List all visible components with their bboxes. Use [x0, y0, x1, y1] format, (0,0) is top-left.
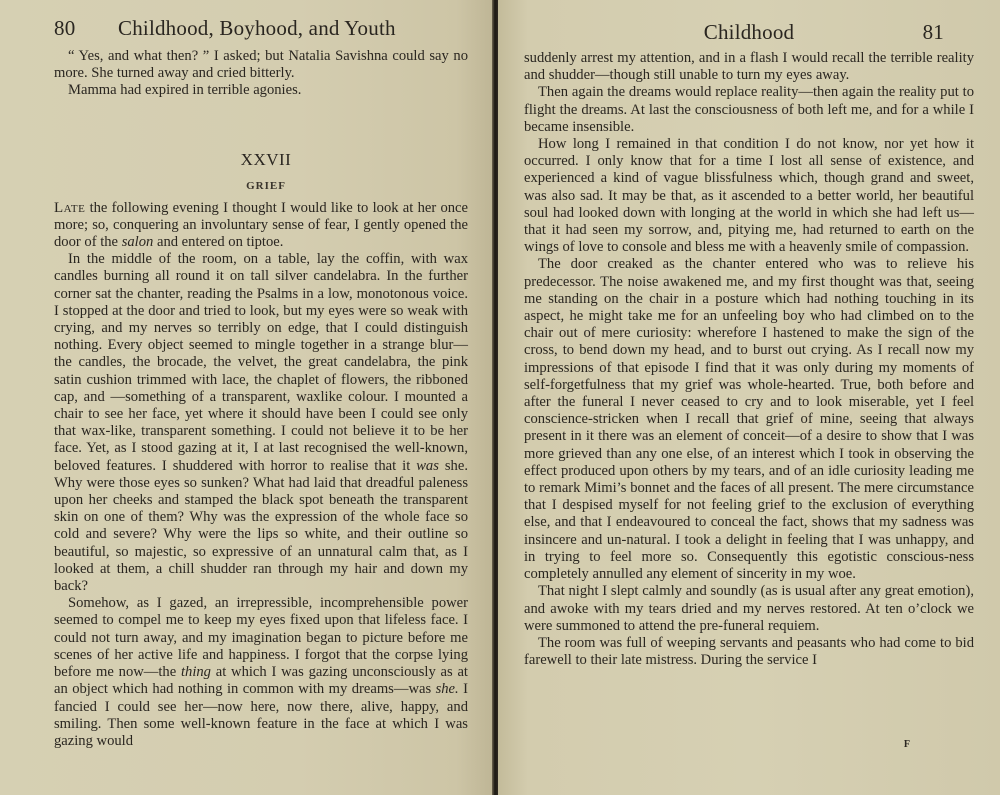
left-page	[0, 0, 496, 795]
running-title-right: Childhood	[703, 20, 795, 44]
running-title-left: Childhood, Boyhood, and Youth	[118, 16, 396, 40]
signature-mark: F	[903, 739, 910, 750]
italic-text: she.	[435, 681, 459, 698]
paragraph: suddenly arrest my attention, and in a flash I would recall the terrible reality and shudder—though still unable to turn my eyes away.	[524, 50, 974, 84]
italic-text: was	[416, 457, 439, 474]
paragraph	[54, 595, 468, 750]
text-run: at which I was gazing unconsciously as at an object which had nothing in common with my dreams—was	[54, 664, 468, 698]
paragraph	[54, 200, 468, 252]
right-page	[498, 0, 1000, 795]
chapter-title: GRIEF	[246, 179, 286, 192]
page-number-left: 80	[54, 16, 76, 40]
right-running-head	[524, 14, 974, 42]
text-run: I fancied I could see her—now here, now there, alive, happy, and smiling. Then some well-known feature in the face at which I was gazing would	[54, 681, 468, 749]
paragraph: The room was full of weeping servants and peasants who had come to bid farewell to their late mistress. During the service I	[524, 634, 974, 669]
drop-word: Late	[54, 199, 86, 216]
paragraph: The door creaked as the chanter entered who was to relieve his predecessor. The noise awakened me, and my first thought was that, seeing me standing on the chair in a posture which had nothing touching in its aspect, he might take me for an unfeeling boy who had climbed on to the chair out of mere curiosity: wherefore I hastened to make the sign of the cross, to bend down my head, and to burst out crying. As I recall now my impressions of that episode I find that it was only during my moments of self-forgetfulness that my grief was whole-hearted. True, both before and after the funeral I never ceased to cry and to look miserable, yet I feel conscience-stricken when I recall that grief of mine, seeing that always present in it there was an element of conceit—of a desire to show that I was more grieved than any one else, of an interest which I took in observing the effect produced upon others by my tears, and of an idle curiosity leading me to remark Mimi’s bonnet and the faces of all present. The mere circumstance that I despised myself for not feeling grief to the exclusion of everything else, and that I endeavoured to conceal the fact, shows that my sadness was insincere and un-natural. I took a delight in feeling that I was unhappy, and in trying to feel more so. Consequently this egotistic conscious-ness completely annulled any element of sincerity in my woe.	[524, 256, 974, 583]
text-run: the following evening I thought I would like to look at her once more; so, conquering an involuntary sense of fear, I gently opened the door of the	[54, 199, 468, 251]
text-run: she. Why were those eyes so sunken? What had laid that dreadful paleness upon her cheeks and stamped the black spot beneath the transparent skin on one of them? Why was the expression of the whole face so cold and severe? Why were the lips so white, and their outline so beautiful, so majestic, so expressive of an unnatural calm that, as I looked at them, a chill shudder ran through my hair and down my back?	[54, 457, 468, 595]
text-run: Somehow, as I gazed, an irrepressible, incomprehensible power seemed to compel me to keep my eyes fixed upon that lifeless face. I could not turn away, and my imagination began to picture before me scenes of her active life and happiness. I forgot that the corpse lying before me now—the	[54, 595, 468, 681]
text-run: and entered on tiptoe.	[153, 234, 284, 251]
chapter-number: XXVII	[240, 149, 292, 169]
page-number-right: 81	[922, 20, 944, 44]
paragraph: That night I slept calmly and soundly (as is usual after any great emotion), and awoke with my tears dried and my nerves restored. At ten o’clock we were summoned to attend the pre-funeral requiem.	[524, 583, 974, 634]
paragraph: “ Yes, and what then? ” I asked; but Natalia Savishna could say no more. She turned away and cried bitterly.	[54, 48, 468, 82]
paragraph: Mamma had expired in terrible agonies.	[68, 82, 302, 99]
paragraph: How long I remained in that condition I do not know, nor yet how it occurred. I only know that for a time I lost all sense of existence, and experienced a kind of vague blissfulness which, though grand and sweet, was also sad. It may be that, as it ascended to a better world, her beautiful soul had looked down with longing at the world in which she had left us—that it had seen my sorrow, and, pitying me, had returned to earth on the wings of love to console and bless me with a heavenly smile of compassion.	[524, 136, 974, 256]
italic-text: thing	[180, 664, 211, 681]
italic-text: salon	[121, 234, 154, 251]
paragraph	[54, 251, 468, 595]
right-page-body	[524, 50, 974, 669]
left-running-head	[54, 14, 468, 42]
paragraph: Then again the dreams would replace reality—then again the reality put to flight the dreams. At last the consciousness of both left me, and for a while I became insensible.	[524, 84, 974, 135]
text-run: In the middle of the room, on a table, lay the coffin, with wax candles burning all round it on tall silver candelabra. In the further corner sat the chanter, reading the Psalms in a low, monotonous voice. I stopped at the door and tried to look, but my eyes were so weak with crying, and my nerves so terribly on edge, that I could distinguish nothing. Every object seemed to mingle together in a strange blur—the candles, the brocade, the velvet, the great candelabra, the pink satin cushion trimmed with lace, the chaplet of flowers, the ribboned cap, and —something of a transparent, waxlike colour. I mounted a chair to see her face, yet where it should have been I could see only that wax-like, transparent something. I could not believe it to be her face. Yet, as I stood gazing at it, I at last recognised the well-known, beloved features. I shuddered with horror to realise that it	[54, 251, 468, 474]
